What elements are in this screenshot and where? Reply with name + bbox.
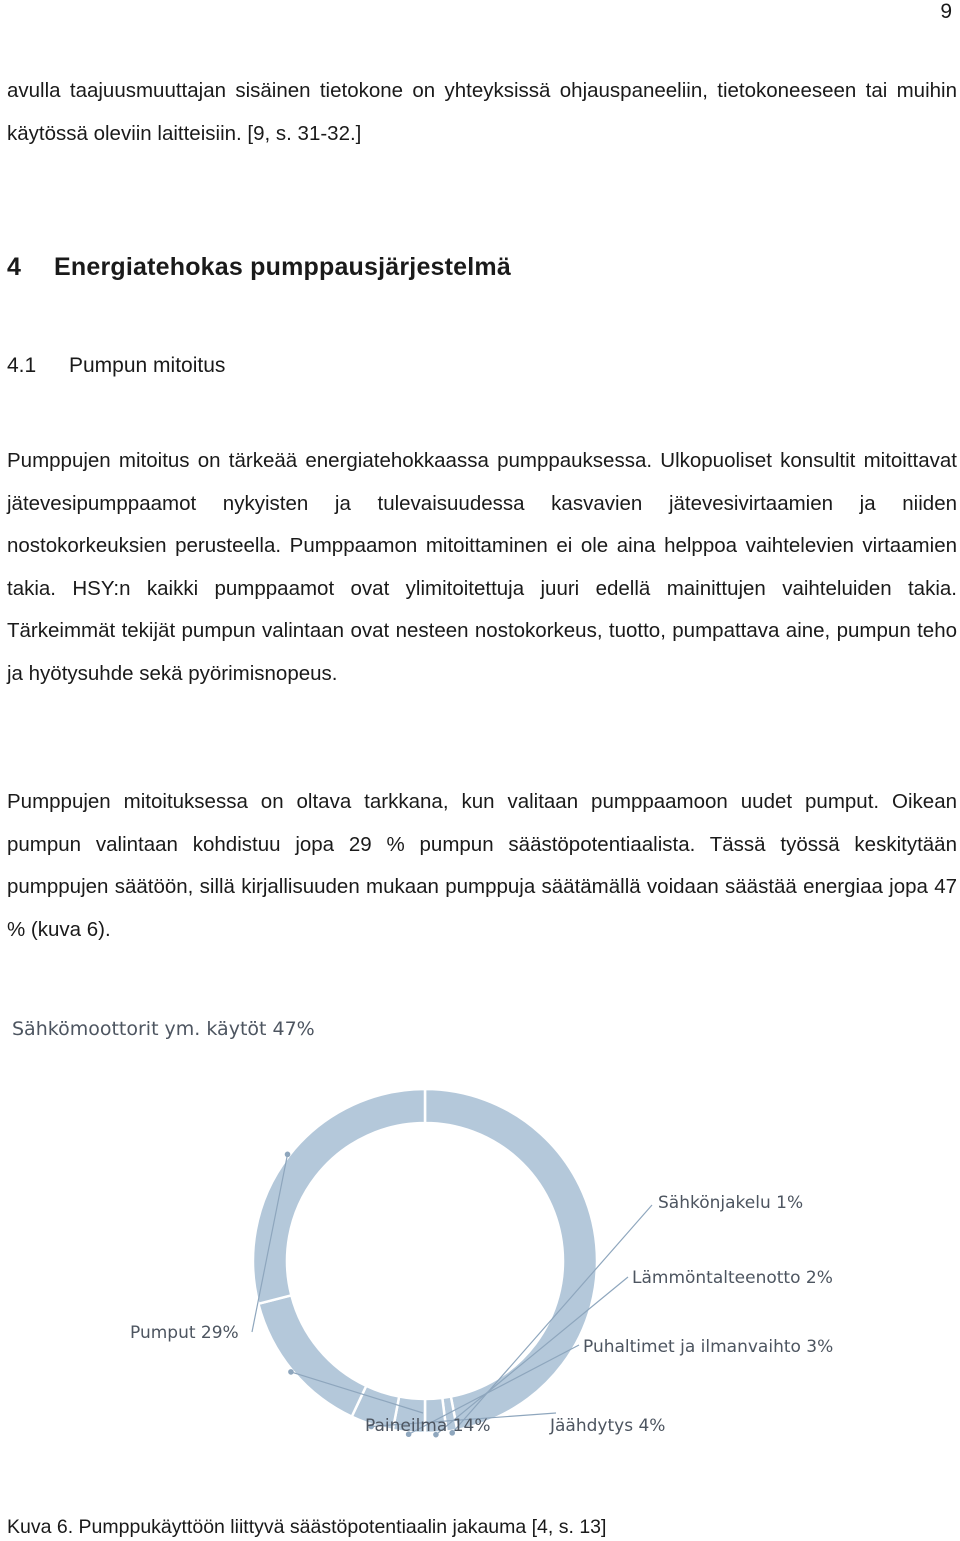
savings-donut-chart [0,1040,960,1460]
section-number: 4 [7,253,22,281]
chart-title: Sähkömoottorit ym. käytöt 47% [12,1018,315,1040]
slice-label-4: Jäähdytys 4% [550,1416,666,1436]
body-paragraph-2: Pumppujen mitoituksessa on oltava tarkkana, kun valitaan pumppaamoon uudet pumput. Oikean pumpun valintaan kohdistuu jopa 29 % pumpun säästöpotentiaalista. Tässä työssä keskitytään pumppujen säätöön, sillä kirjallisuuden mukaan pumppuja säätämällä voidaan säästää energiaa jopa 47 % (kuva 6). [7,790,957,941]
leader-dot-5 [289,1370,293,1374]
slice-label-3: Puhaltimet ja ilmanvaihto 3% [583,1337,834,1357]
slice-label-5: Paineilma 14% [365,1416,491,1436]
section-title: Energiatehokas pumppausjärjestelmä [54,253,511,281]
subsection-title: Pumpun mitoitus [69,354,226,377]
page-number: 9 [940,0,952,23]
slice-label-2: Lämmöntalteenotto 2% [632,1268,833,1288]
body-paragraph-1: Pumppujen mitoitus on tärkeää energiatehokkaassa pumppauksessa. Ulkopuoliset konsultit mitoittavat jätevesipumppaamot nykyisten ja tulevaisuudessa kasvavien jätevesivirtaamien ja niiden nostokorkeuksien perusteella. Pumppaamon mitoittaminen ei ole aina helppoa vaihtelevien virtaamien takia. HSY:n kaikki pumppaamot ovat ylimitoitettuja juuri edellä mainittujen vaihteluiden takia. Tärkeimmät tekijät pumpun valintaan ovat nesteen nostokorkeus, tuotto, pumpattava aine, pumpun teho ja hyötysuhde sekä pyörimisnopeus. [7,449,957,685]
slice-label-1: Sähkönjakelu 1% [658,1193,804,1213]
donut-slice-0 [425,1089,597,1430]
subsection-heading [7,354,225,378]
subsection-number: 4.1 [7,354,37,377]
leader-line-1 [452,1205,652,1433]
leader-dot-6 [285,1152,289,1156]
intro-paragraph: avulla taajuusmuuttajan sisäinen tietokone on yhteyksissä ohjauspaneeliin, tietokoneeseen tai muihin käytössä oleviin laitteisiin. [9, s. 31-32.] [7,79,957,145]
slice-label-6: Pumput 29% [130,1323,239,1343]
section-heading [7,253,511,282]
figure-caption: Kuva 6. Pumppukäyttöön liittyvä säästöpotentiaalin jakauma [4, s. 13] [7,1516,607,1538]
donut-slice-5 [258,1295,366,1416]
